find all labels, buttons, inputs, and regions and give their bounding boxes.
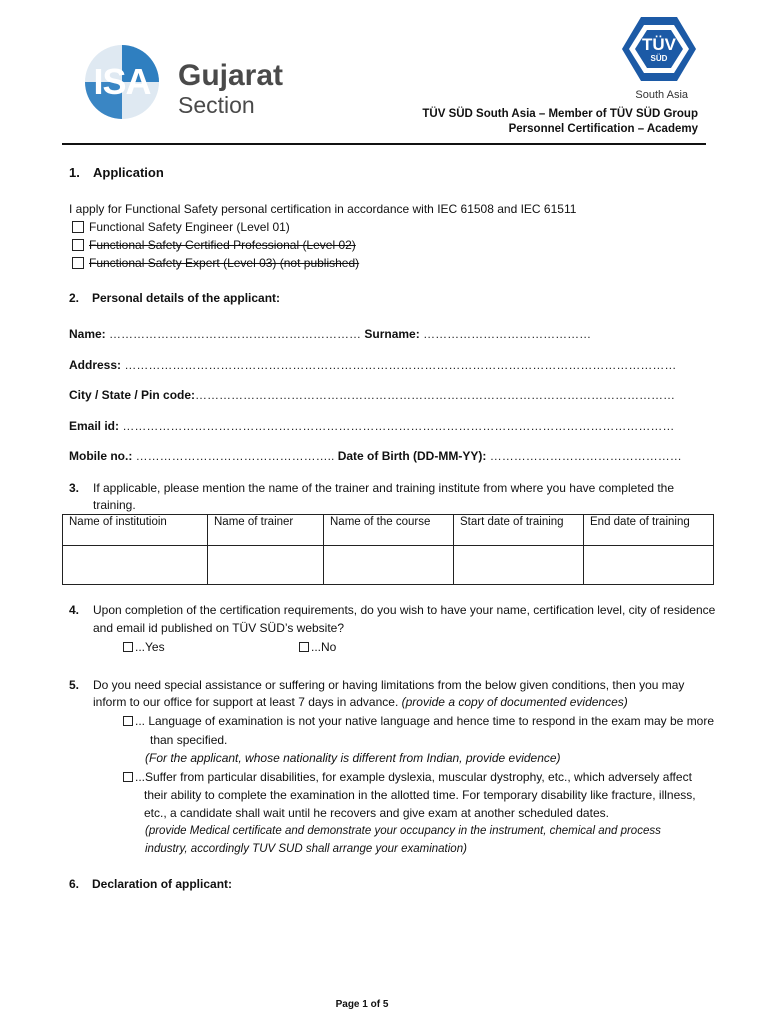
section5-text-line1: Do you need special assistance or suffering or having limitations from the below given conditions, then you may (93, 678, 685, 692)
email-field[interactable]: ………………………………………………………………………………………………………………………… (122, 419, 675, 433)
yes-label: ...Yes (135, 640, 165, 654)
tuv-logo (621, 16, 697, 82)
org-name-line1: Gujarat (178, 59, 284, 92)
section6-number: 6. (69, 877, 80, 891)
option-language-line1: ... Language of examination is not your native language and hence time to respond in the exam may be more (135, 714, 715, 728)
option-label: Functional Safety Expert (Level 03) (not published) (89, 256, 360, 270)
section5-text-line2-note: (provide a copy of documented evidences) (401, 695, 628, 709)
dob-label: Date of Birth (DD-MM-YY): (337, 449, 487, 463)
section5-text-line2 (93, 695, 628, 709)
checkbox[interactable] (123, 716, 133, 726)
publish-no-option[interactable] (299, 640, 336, 654)
col-header-end-date: End date of training (584, 515, 714, 546)
city-label: City / State / Pin code: (69, 388, 196, 402)
city-field[interactable]: ………………………………………………………………………………………………………… (195, 388, 676, 402)
city-row (69, 388, 675, 402)
name-label: Name: (69, 327, 106, 341)
option-disability-line1: ...Suffer from particular disabilities, for example dyslexia, muscular dystrophy, etc., which adversely affect (135, 770, 692, 784)
section1-number: 1. (69, 165, 80, 180)
option-label: Functional Safety Certified Professional (Level 02) (89, 238, 356, 252)
table-cell-start-date[interactable] (454, 546, 584, 585)
tuv-line1: TÜV SÜD South Asia – Member of TÜV SÜD Group (422, 108, 698, 120)
name-field[interactable]: ……………………………………………………… (109, 327, 362, 341)
option-disability-line2: their ability to complete the examination in the allotted time. For temporary disability like fracture, illness, (144, 788, 696, 802)
name-row (69, 327, 591, 341)
dob-field[interactable]: ………………………………………… (489, 449, 682, 463)
section6-title: Declaration of applicant: (92, 877, 233, 891)
publish-yes-option[interactable] (123, 640, 165, 654)
checkbox[interactable] (123, 642, 133, 652)
tuv-region: South Asia (635, 89, 688, 101)
mobile-row (69, 449, 682, 463)
table-cell-institution[interactable] (63, 546, 208, 585)
assistance-option-language[interactable] (123, 714, 714, 728)
option-label: Functional Safety Engineer (Level 01) (89, 220, 290, 234)
option-disability-note1: (provide Medical certificate and demonstrate your occupancy in the instrument, chemical and process (145, 825, 661, 837)
tuv-line2: Personnel Certification – Academy (508, 123, 698, 135)
mobile-field[interactable]: ………………………………………….. (135, 449, 335, 463)
checkbox[interactable] (123, 772, 133, 782)
option-level-03[interactable] (72, 256, 359, 270)
col-header-course: Name of the course (324, 515, 454, 546)
email-label: Email id: (69, 419, 120, 433)
section4-text-line1: Upon completion of the certification requirements, do you wish to have your name, certification level, city of residence (93, 603, 716, 617)
assistance-option-disability[interactable] (123, 770, 692, 784)
checkbox[interactable] (72, 221, 84, 233)
option-language-note: (For the applicant, whose nationality is different from Indian, provide evidence) (145, 751, 561, 765)
tuv-logo-sub: SÜD (650, 54, 668, 63)
isa-logo-text: ISA (93, 61, 151, 102)
checkbox[interactable] (72, 257, 84, 269)
section3-text-line2: training. (93, 498, 136, 512)
section5-number: 5. (69, 678, 80, 692)
header-divider (62, 143, 706, 145)
section2-title: Personal details of the applicant: (92, 291, 281, 305)
col-header-start-date: Start date of training (454, 515, 584, 546)
col-header-institution: Name of institutioin (63, 515, 208, 546)
page-number: Page 1 of 5 (335, 999, 389, 1010)
org-name-line2: Section (178, 92, 255, 118)
no-label: ...No (311, 640, 337, 654)
table-cell-trainer[interactable] (208, 546, 324, 585)
section2-number: 2. (69, 291, 80, 305)
option-language-line2: than specified. (150, 733, 228, 747)
section1-title: Application (93, 165, 164, 180)
isa-logo (84, 44, 160, 120)
option-disability-line3: etc., a candidate shall wait until he recovers and give exam at another scheduled dates. (144, 806, 609, 820)
surname-field[interactable]: …………………………………… (423, 327, 592, 341)
address-row (69, 358, 676, 372)
option-disability-note2: industry, accordingly TUV SUD shall arrange your examination) (145, 843, 467, 855)
section4-number: 4. (69, 603, 80, 617)
training-table (62, 514, 714, 585)
section3-text-line1: If applicable, please mention the name of the trainer and training institute from where you have completed the (93, 481, 675, 495)
address-field[interactable]: ………………………………………………………………………………………………………………………… (124, 358, 677, 372)
section4-text-line2: and email id published on TÜV SÜD’s website? (93, 621, 345, 635)
address-label: Address: (69, 358, 122, 372)
section1-intro: I apply for Functional Safety personal certification in accordance with IEC 61508 and IEC 61511 (69, 202, 577, 216)
checkbox[interactable] (299, 642, 309, 652)
section5-text-line2-main: inform to our office for support at least 7 days in advance. (93, 695, 399, 709)
table-cell-course[interactable] (324, 546, 454, 585)
option-level-01[interactable] (72, 220, 290, 234)
surname-label: Surname: (364, 327, 420, 341)
option-level-02[interactable] (72, 238, 356, 252)
mobile-label: Mobile no.: (69, 449, 133, 463)
table-cell-end-date[interactable] (584, 546, 714, 585)
checkbox[interactable] (72, 239, 84, 251)
col-header-trainer: Name of trainer (208, 515, 324, 546)
tuv-logo-text: TÜV (642, 35, 676, 54)
section3-number: 3. (69, 481, 80, 495)
table-row (63, 546, 714, 585)
email-row (69, 419, 674, 433)
table-header-row (63, 515, 714, 546)
